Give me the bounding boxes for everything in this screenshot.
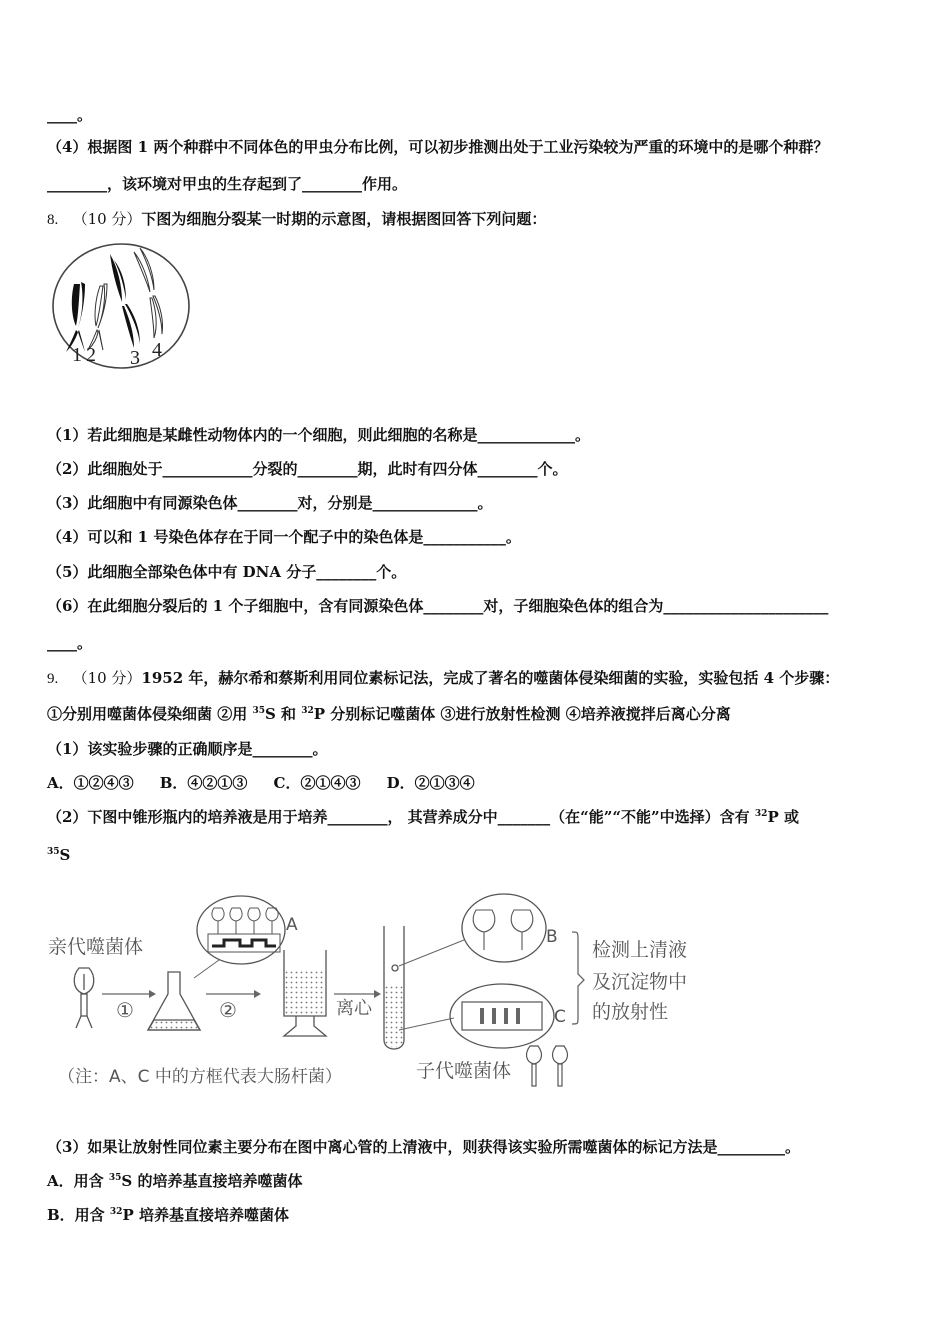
q8-3: （3）此细胞中有同源染色体________对，分别是______________。 — [47, 494, 493, 512]
centrifuge-label: 离心 — [336, 998, 372, 1019]
figure-note: （注：A、C 中的方框代表大肠杆菌） — [58, 1067, 342, 1087]
q8-header — [47, 209, 900, 230]
step-2-label: ② — [219, 998, 237, 1022]
phage-experiment-figure — [44, 890, 704, 1105]
chromosome-label: 4 — [152, 339, 162, 361]
q8-number: 8. — [47, 212, 59, 228]
parent-phage-icon — [74, 968, 93, 1028]
q8-5: （5）此细胞全部染色体中有 DNA 分子________个。 — [47, 563, 407, 581]
test-tube-icon — [384, 926, 404, 1049]
label-b: B — [546, 927, 558, 947]
q8-1: （1）若此细胞是某雌性动物体内的一个细胞，则此细胞的名称是_____________。 — [47, 426, 590, 444]
q9-2-continued: $^{35}$S — [47, 846, 71, 864]
q9-1: （1）该实验步骤的正确顺序是________。 — [47, 740, 328, 758]
detect-label: 的放射性 — [592, 1001, 669, 1023]
label-c: C — [554, 1007, 566, 1027]
offspring-phage-icon — [527, 1046, 568, 1086]
step-1-label: ① — [116, 998, 134, 1022]
q9-3-option-a: A．用含 $^{35}$S 的培养基直接培养噬菌体 — [47, 1172, 303, 1190]
q9-number: 9. — [47, 671, 59, 687]
q8-text: 下图为细胞分裂某一时期的示意图，请根据图回答下列问题： — [141, 210, 547, 228]
chromosome-2 — [88, 284, 107, 350]
q8-2: （2）此细胞处于____________分裂的________期，此时有四分体________个。 — [47, 460, 568, 478]
answer-blank-line: ____。 — [47, 106, 93, 124]
q9-3: （3）如果让放射性同位素主要分布在图中离心管的上清液中，则获得该实验所需噬菌体的标记方法是_________。 — [47, 1138, 800, 1156]
q8-4: （4）可以和 1 号染色体存在于同一个配子中的染色体是___________。 — [47, 528, 521, 546]
q9-score: （10 分） — [72, 669, 142, 687]
q8-6-continued: ____。 — [47, 634, 93, 652]
offspring-phage-label: 子代噬菌体 — [416, 1060, 512, 1082]
supernatant-view-b — [462, 894, 546, 962]
q9-header — [47, 668, 900, 689]
q9-1-options: A．①②④③ B．④②①③ C．②①④③ D．②①③④ — [47, 774, 475, 792]
detect-label: 检测上清液 — [592, 939, 688, 961]
flask-icon — [148, 972, 200, 1030]
q9-text: 1952 年，赫尔希和蔡斯利用同位素标记法，完成了著名的噬菌体侵染细菌的实验，实验包括 4 个步骤： — [141, 669, 840, 687]
detect-label: 及沉淀物中 — [592, 971, 688, 993]
chromosome-1 — [66, 282, 85, 352]
chromosome-3 — [110, 254, 140, 348]
chromosome-label: 3 — [130, 347, 140, 369]
q9-3-option-b: B．用含 $^{32}$P 培养基直接培养噬菌体 — [47, 1206, 289, 1224]
chromosome-label: 1 — [72, 344, 82, 366]
cell-division-figure — [48, 240, 194, 375]
bracket — [572, 932, 584, 1024]
q8-score: （10 分） — [72, 210, 142, 228]
q8-6: （6）在此细胞分裂后的 1 个子细胞中，含有同源染色体________对，子细胞染色体的组合为______________________ — [47, 597, 829, 615]
q7-4-question: （4）根据图 1 两个种群中不同体色的甲虫分布比例，可以初步推测出处于工业污染较为严重的环境中的是哪个种群？ — [47, 138, 829, 156]
q9-steps: ①分别用噬菌体侵染细菌 ②用 $^{35}$S 和 $^{32}$P 分别标记噬菌体 ③进行放射性检测 ④培养液搅拌后离心分离 — [47, 705, 731, 723]
q7-4-answer: ________，该环境对甲虫的生存起到了________作用。 — [47, 175, 408, 193]
beaker-icon — [284, 950, 326, 1036]
label-a: A — [286, 915, 298, 935]
sediment-view-c — [450, 984, 554, 1048]
chromosome-4 — [134, 248, 163, 338]
chromosome-label: 2 — [86, 344, 96, 366]
q9-2: （2）下图中锥形瓶内的培养液是用于培养________， 其营养成分中_______（在“能”“不能”中选择）含有 $^{32}$P 或 — [47, 808, 799, 826]
parent-phage-label: 亲代噬菌体 — [48, 936, 144, 958]
